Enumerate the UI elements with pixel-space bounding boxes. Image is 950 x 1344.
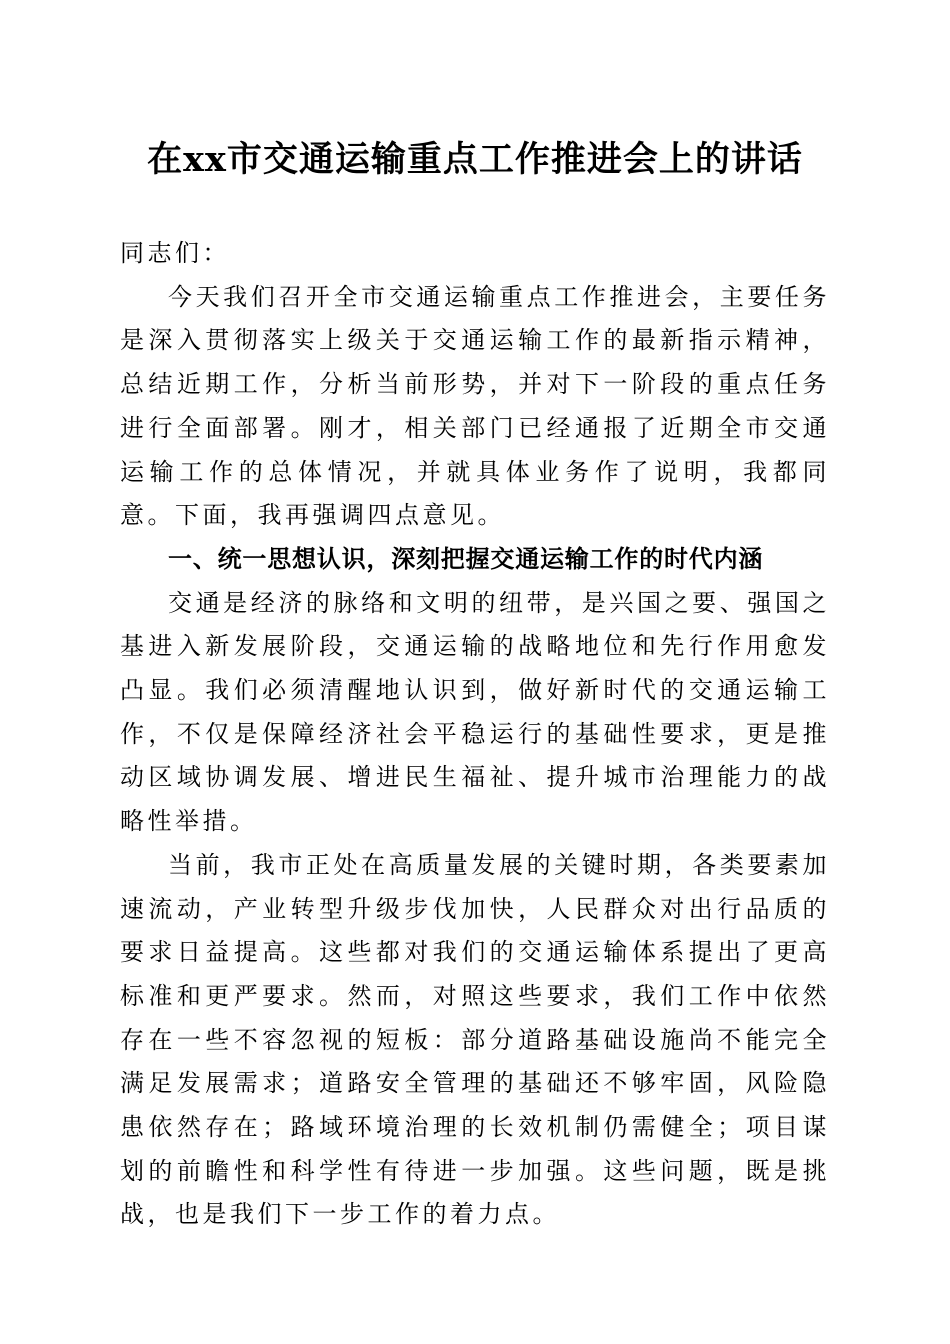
section1-paragraph-1: 交通是经济的脉络和文明的纽带，是兴国之要、强国之基进入新发展阶段，交通运输的战略地位和先行作用愈发凸显。我们必须清醒地认识到，做好新时代的交通运输工作，不仅是保障经济社会平稳运行的基础性要求，更是推动区域协调发展、增进民生福祉、提升城市治理能力的战略性举措。 (120, 588, 830, 836)
section1-paragraph-2: 当前，我市正处在高质量发展的关键时期，各类要素加速流动，产业转型升级步伐加快，人民群众对出行品质的要求日益提高。这些都对我们的交通运输体系提出了更高标准和更严要求。然而，对照这些要求，我们工作中依然存在一些不容忽视的短板：部分道路基础设施尚不能完全满足发展需求；道路安全管理的基础还不够牢固，风险隐患依然存在；路域环境治理的长效机制仍需健全；项目谋划的前瞻性和科学性有待进一步加强。这些问题，既是挑战，也是我们下一步工作的着力点。 (120, 850, 830, 1229)
intro-paragraph: 今天我们召开全市交通运输重点工作推进会，主要任务是深入贯彻落实上级关于交通运输工作的最新指示精神，总结近期工作，分析当前形势，并对下一阶段的重点任务进行全面部署。刚才，相关部门已经通报了近期全市交通运输工作的总体情况，并就具体业务作了说明，我都同意。下面，我再强调四点意见。 (120, 282, 830, 530)
section-heading-1: 一、统一思想认识，深刻把握交通运输工作的时代内涵 (168, 544, 764, 573)
document-body (120, 232, 830, 1237)
document-title: 在xx市交通运输重点工作推进会上的讲话 (147, 139, 803, 180)
salutation: 同志们： (120, 239, 230, 267)
